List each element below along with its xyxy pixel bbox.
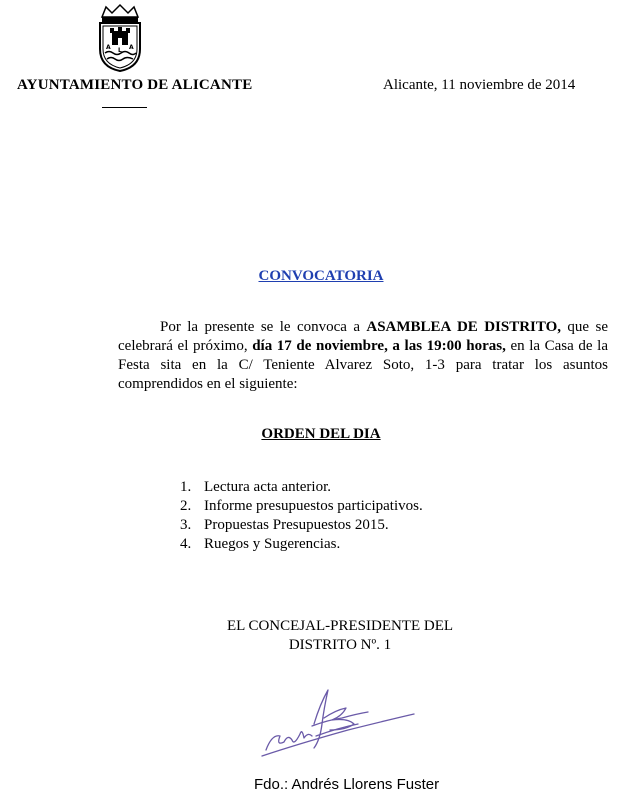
- agenda-item-text: Ruegos y Sugerencias.: [204, 536, 341, 552]
- agenda-item-text: Propuestas Presupuestos 2015.: [204, 517, 389, 533]
- document-title-text: CONVOCATORIA: [258, 268, 384, 284]
- agenda-item: [180, 535, 423, 554]
- agenda-item-number: 1.: [180, 479, 192, 495]
- signatory-title-line-2: DISTRITO Nº. 1: [288, 637, 392, 653]
- convocation-paragraph: [118, 318, 608, 394]
- agenda-heading: [0, 426, 642, 443]
- agenda-item: [180, 497, 423, 516]
- svg-text:L: L: [118, 47, 122, 54]
- body-bold-assembly: ASAMBLEA DE DISTRITO,: [366, 319, 562, 335]
- signatory-title-line-1: EL CONCEJAL-PRESIDENTE DEL: [226, 618, 454, 634]
- organization-name: AYUNTAMIENTO DE ALICANTE: [17, 77, 253, 93]
- agenda-item-text: Lectura acta anterior.: [204, 479, 332, 495]
- agenda-item-number: 2.: [180, 498, 192, 514]
- svg-text:A: A: [129, 44, 134, 51]
- place-date: Alicante, 11 noviembre de 2014: [383, 77, 576, 93]
- agenda-list: [180, 478, 423, 554]
- signer-name: Fdo.: Andrés Llorens Fuster: [254, 776, 440, 793]
- document-title: [0, 268, 642, 285]
- body-text-1: Por la presente se le convoca a: [160, 319, 367, 335]
- signatory-title: [190, 617, 490, 655]
- alicante-coat-of-arms-icon: [92, 3, 148, 73]
- agenda-item-text: Informe presupuestos participativos.: [204, 498, 423, 514]
- svg-text:A: A: [106, 44, 111, 51]
- agenda-item-number: 4.: [180, 536, 192, 552]
- agenda-item: [180, 516, 423, 535]
- body-text-2: que se celebrará el próximo,: [118, 319, 608, 354]
- agenda-item-number: 3.: [180, 517, 192, 533]
- organization-underline: [102, 107, 147, 108]
- agenda-heading-text: ORDEN DEL DIA: [261, 426, 381, 442]
- body-bold-datetime: día 17 de noviembre, a las 19:00 horas,: [252, 338, 506, 354]
- agenda-item: [180, 478, 423, 497]
- handwritten-signature: [258, 684, 418, 764]
- body-text-3: en la Casa de la Festa sita en la C/ Teniente Alvarez Soto, 1-3 para tratar los asuntos comprendidos en el siguiente:: [118, 338, 609, 392]
